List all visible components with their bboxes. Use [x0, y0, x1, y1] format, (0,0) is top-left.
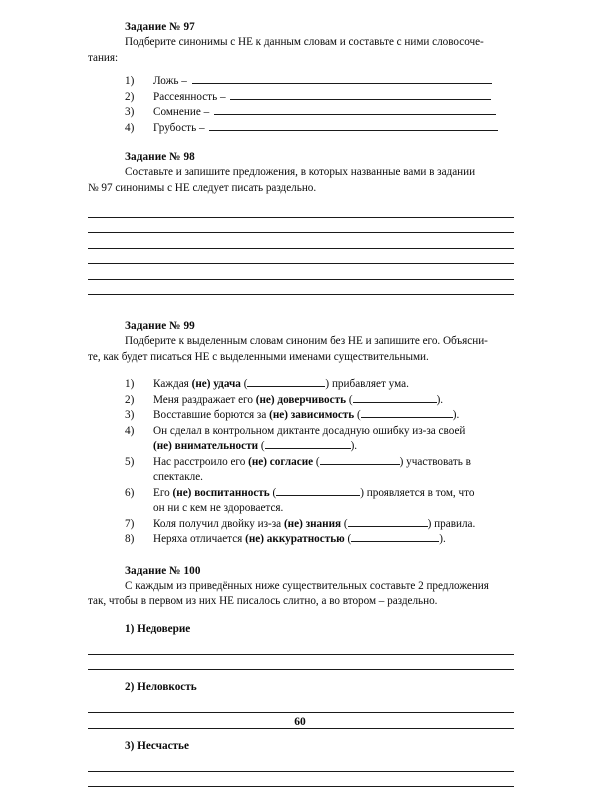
open-paren: (: [316, 456, 320, 468]
answer-blank[interactable]: [214, 105, 496, 115]
exercise-99: [88, 319, 512, 548]
list-marker: 7): [125, 517, 149, 533]
sentence-prefix: Нас расстроило его: [153, 456, 248, 468]
list-item: [125, 532, 512, 548]
list-item-label: Сомнение –: [153, 106, 209, 118]
exercise-99-list: [88, 377, 512, 548]
exercise-98: [88, 150, 512, 299]
exercise-97-intro-continued: тания:: [88, 51, 512, 67]
list-item: [125, 408, 512, 424]
exercise-99-heading: Задание № 99: [125, 319, 512, 334]
exercise-97-list: [88, 74, 512, 136]
list-item: [125, 105, 512, 121]
open-paren: (: [344, 518, 348, 530]
exercise-97-intro: Подберите синонимы с НЕ к данным словам и составьте с ними словосоче-: [88, 35, 512, 51]
top-margin: [88, 0, 512, 20]
answer-blank[interactable]: [276, 486, 360, 496]
open-paren: (: [244, 378, 248, 390]
list-marker: 2): [125, 393, 149, 409]
sentence-suffix: ).: [439, 533, 446, 545]
noun-label: 2) Неловкость: [125, 680, 512, 696]
exercise-100: [88, 564, 512, 791]
exercise-100-intro: С каждым из приведённых ниже существительных составьте 2 предложения: [88, 579, 512, 595]
list-marker: 2): [125, 90, 149, 106]
exercise-98-intro: Составьте и запишите предложения, в которых названные вами в задании: [88, 165, 512, 181]
highlighted-word: (не) аккуратностью: [245, 533, 345, 545]
sentence-suffix: ) правила.: [428, 518, 476, 530]
list-item-label: Грубость –: [153, 122, 205, 134]
list-marker: 3): [125, 408, 149, 424]
highlighted-word: (не) зависимость: [269, 409, 354, 421]
exercise-97-heading: Задание № 97: [125, 20, 512, 35]
exercise-99-intro-continued: те, как будет писаться НЕ с выделенными именами существительными.: [88, 350, 512, 366]
answer-blank[interactable]: [320, 455, 400, 465]
exercise-98-intro-continued: № 97 синонимы с НЕ следует писать раздельно.: [88, 181, 512, 197]
sentence-prefix: Каждая: [153, 378, 192, 390]
noun-label: 3) Несчастье: [125, 739, 512, 755]
sentence-prefix: Его: [153, 487, 173, 499]
highlighted-word: (не) доверчивость: [256, 394, 346, 406]
page-number: 60: [88, 716, 512, 728]
open-paren: (: [348, 533, 352, 545]
sentence-prefix: Восставшие борются за: [153, 409, 269, 421]
highlighted-word: (не) знания: [284, 518, 341, 530]
noun-block: [88, 739, 512, 791]
answer-blank[interactable]: [265, 439, 351, 449]
answer-blank[interactable]: [353, 393, 437, 403]
exercise-100-heading: Задание № 100: [125, 564, 512, 579]
list-item: [125, 393, 512, 409]
list-marker: 5): [125, 455, 149, 471]
list-item: [125, 121, 512, 137]
list-item-label: Ложь –: [153, 75, 187, 87]
list-marker: 4): [125, 121, 149, 137]
list-item: [125, 424, 512, 455]
list-item: [125, 486, 512, 517]
answer-line[interactable]: [88, 222, 512, 238]
answer-line[interactable]: [88, 206, 512, 222]
noun-block: [88, 622, 512, 675]
sentence-suffix: ) проявляется в том, что: [360, 487, 474, 499]
open-paren: (: [261, 440, 265, 452]
list-item-label: Рассеянность –: [153, 91, 226, 103]
noun-label: 1) Недоверие: [125, 622, 512, 638]
answer-blank[interactable]: [192, 74, 492, 84]
sentence-prefix: Он сделал в контрольном диктанте досадную ошибку из-за своей: [153, 425, 465, 437]
answer-blank[interactable]: [351, 532, 439, 542]
sentence-suffix: ).: [351, 440, 358, 452]
exercise-100-intro-continued: так, чтобы в первом из них НЕ писалось слитно, а во втором – раздельно.: [88, 594, 512, 610]
list-marker: 1): [125, 377, 149, 393]
exercise-98-heading: Задание № 98: [125, 150, 512, 165]
sentence-continued: он ни с кем не здоровается.: [153, 502, 283, 514]
sentence-suffix: ) участвовать в: [400, 456, 471, 468]
exercise-99-intro: Подберите к выделенным словам синоним без НЕ и запишите его. Объясни-: [88, 334, 512, 350]
answer-line[interactable]: [88, 760, 512, 776]
answer-line[interactable]: [88, 284, 512, 300]
answer-blank[interactable]: [348, 517, 428, 527]
sentence-prefix: Меня раздражает его: [153, 394, 256, 406]
highlighted-word: (не) согласие: [248, 456, 313, 468]
answer-line[interactable]: [88, 659, 512, 675]
list-marker: 8): [125, 532, 149, 548]
sentence-suffix: ) прибавляет ума.: [325, 378, 408, 390]
answer-blank[interactable]: [361, 408, 453, 418]
list-item: [125, 377, 512, 393]
exercise-98-answer-lines: [88, 206, 512, 299]
answer-blank[interactable]: [230, 90, 491, 100]
answer-line[interactable]: [88, 237, 512, 253]
answer-blank[interactable]: [209, 121, 498, 131]
answer-blank[interactable]: [247, 377, 325, 387]
list-item: [125, 90, 512, 106]
list-item: [125, 74, 512, 90]
exercise-97: [88, 20, 512, 136]
answer-line[interactable]: [88, 253, 512, 269]
list-marker: 6): [125, 486, 149, 502]
list-item: [125, 517, 512, 533]
list-item: [125, 455, 512, 486]
answer-line[interactable]: [88, 268, 512, 284]
list-marker: 1): [125, 74, 149, 90]
sentence-prefix: Неряха отличается: [153, 533, 245, 545]
open-paren: (: [349, 394, 353, 406]
open-paren: (: [357, 409, 361, 421]
answer-line[interactable]: [88, 702, 512, 718]
highlighted-word: (не) воспитанность: [173, 487, 270, 499]
open-paren: (: [273, 487, 277, 499]
sentence-prefix: Коля получил двойку из-за: [153, 518, 284, 530]
sentence-suffix: ).: [453, 409, 460, 421]
answer-line[interactable]: [88, 643, 512, 659]
sentence-suffix: ).: [437, 394, 444, 406]
list-marker: 4): [125, 424, 149, 440]
worksheet-page: [88, 0, 512, 750]
highlighted-word: (не) внимательности: [153, 440, 258, 452]
list-marker: 3): [125, 105, 149, 121]
sentence-continued: спектакле.: [153, 471, 203, 483]
highlighted-word: (не) удача: [192, 378, 241, 390]
answer-line[interactable]: [88, 776, 512, 791]
